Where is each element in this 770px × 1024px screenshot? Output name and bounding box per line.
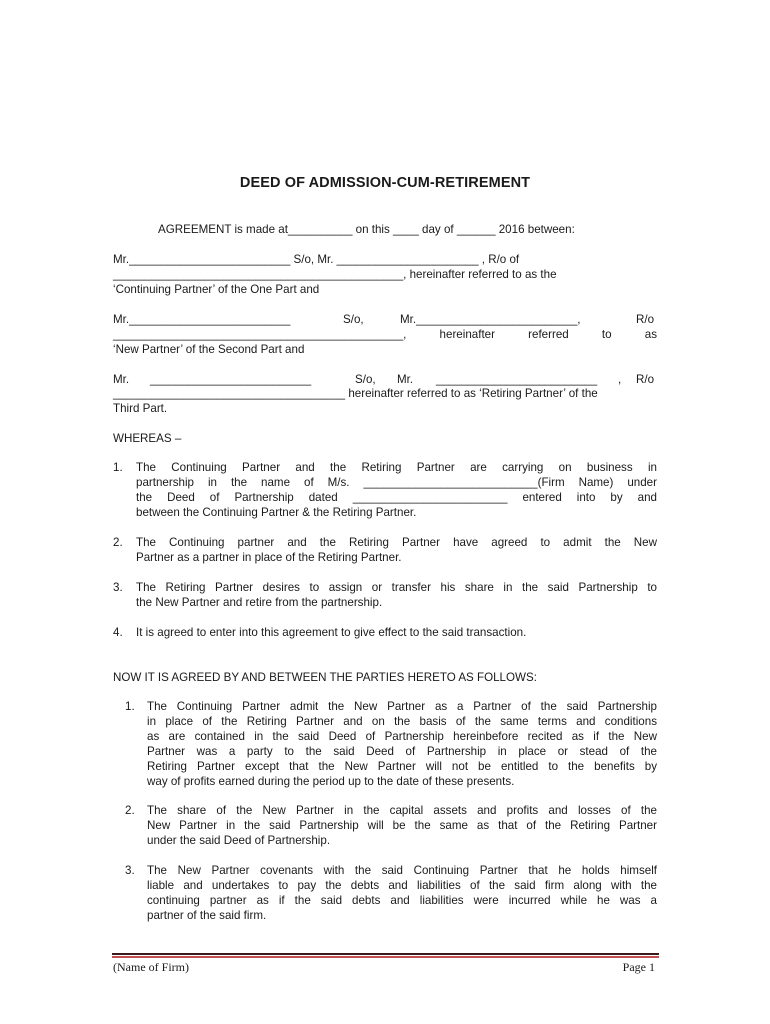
footer-firm-name: (Name of Firm) bbox=[113, 960, 189, 974]
text-line: The Retiring Partner desires to assign or transfer his share in the said Partnership to bbox=[136, 581, 657, 594]
whereas-item-3 bbox=[136, 580, 657, 610]
footer-accent-rule bbox=[112, 956, 659, 958]
whereas-item-number: 4. bbox=[113, 626, 123, 639]
text-line: liable and undertakes to pay the debts and liabilities of the said firm along with the bbox=[147, 879, 657, 892]
agreed-item-3 bbox=[147, 863, 657, 923]
footer-rule bbox=[112, 953, 659, 955]
text-line: The share of the New Partner in the capital assets and profits and losses of the bbox=[147, 804, 657, 817]
text-line: The Continuing partner and the Retiring Partner have agreed to admit the New bbox=[136, 536, 657, 549]
text-line: partner of the said firm. bbox=[147, 909, 267, 922]
text-line: under the said Deed of Partnership. bbox=[147, 834, 331, 847]
text-line: continuing partner as if the said debts and liabilities were incurred while he was a bbox=[147, 894, 657, 907]
retiring-partner-ro-label: R/o bbox=[636, 373, 655, 386]
agreed-item-2 bbox=[147, 803, 657, 848]
new-partner-ro-label: R/o bbox=[636, 313, 655, 326]
text-line: partnership in the name of M/s. ___________________________(Firm Name) under bbox=[136, 476, 657, 489]
continuing-partner-line-3: ‘Continuing Partner’ of the One Part and bbox=[113, 283, 320, 296]
whereas-item-2 bbox=[136, 535, 657, 565]
text-line: New Partner in the said Partnership will be the same as that of the Retiring Partner bbox=[147, 819, 657, 832]
new-partner-line-2: _____________________________________________, hereinafter referred to as bbox=[113, 328, 657, 341]
text-line: as are contained in the said Deed of Partnership hereinbefore recited as if the New bbox=[147, 730, 657, 743]
new-partner-line-3: ‘New Partner’ of the Second Part and bbox=[113, 343, 305, 356]
whereas-item-number: 2. bbox=[113, 536, 123, 549]
retiring-partner-line-3: Third Part. bbox=[113, 402, 168, 415]
whereas-item-number: 3. bbox=[113, 581, 123, 594]
footer-page-number: Page 1 bbox=[622, 960, 655, 974]
agreement-line: AGREEMENT is made at__________ on this ____ day of ______ 2016 between: bbox=[158, 223, 575, 236]
text-line: the New Partner and retire from the partnership. bbox=[136, 596, 383, 609]
text-line: between the Continuing Partner & the Retiring Partner. bbox=[136, 506, 417, 519]
document-title: DEED OF ADMISSION-CUM-RETIREMENT bbox=[239, 175, 531, 191]
new-partner-name-blank: Mr._________________________ bbox=[113, 313, 291, 326]
whereas-heading: WHEREAS – bbox=[113, 432, 182, 445]
retiring-partner-so-label: S/o, bbox=[355, 373, 376, 386]
text-line: The New Partner covenants with the said Continuing Partner that he holds himself bbox=[147, 864, 657, 877]
retiring-partner-line-2: ____________________________________ hereinafter referred to as ‘Retiring Partner’ of the bbox=[113, 387, 598, 400]
text-line: Partner was a party to the said Deed of Partnership in place or stead of the bbox=[147, 745, 657, 758]
continuing-partner-line-2: _____________________________________________, hereinafter referred to as the bbox=[113, 268, 557, 281]
retiring-partner-father-blank: _________________________ bbox=[436, 373, 598, 386]
retiring-partner-mr-label: Mr. bbox=[113, 373, 130, 386]
text-line: The Continuing Partner and the Retiring Partner are carrying on business in bbox=[136, 461, 657, 474]
agreed-heading: NOW IT IS AGREED BY AND BETWEEN THE PARTIES HERETO AS FOLLOWS: bbox=[113, 671, 537, 684]
text-line: in place of the Retiring Partner and on the basis of the same terms and conditions bbox=[147, 715, 657, 728]
retiring-partner-comma: , bbox=[618, 373, 622, 386]
text-line: the Deed of Partnership dated ________________________ entered into by and bbox=[136, 491, 657, 504]
retiring-partner-mr2-label: Mr. bbox=[397, 373, 414, 386]
new-partner-father-blank: Mr._________________________, bbox=[400, 313, 581, 326]
text-line: It is agreed to enter into this agreement to give effect to the said transaction. bbox=[136, 626, 527, 639]
text-line: way of profits earned during the period up to the date of these presents. bbox=[147, 775, 515, 788]
whereas-item-4 bbox=[136, 625, 657, 640]
agreed-item-number: 1. bbox=[125, 700, 135, 713]
agreed-item-number: 3. bbox=[125, 864, 135, 877]
agreed-item-1 bbox=[147, 699, 657, 789]
new-partner-so-label: S/o, bbox=[343, 313, 364, 326]
retiring-partner-name-blank: _________________________ bbox=[150, 373, 312, 386]
text-line: Retiring Partner except that the New Partner will not be entitled to the benefits by bbox=[147, 760, 657, 773]
text-line: The Continuing Partner admit the New Partner as a Partner of the said Partnership bbox=[147, 700, 657, 713]
agreed-item-number: 2. bbox=[125, 804, 135, 817]
whereas-item-number: 1. bbox=[113, 461, 123, 474]
continuing-partner-line-1: Mr._________________________ S/o, Mr. ______________________ , R/o of bbox=[113, 253, 520, 266]
text-line: Partner as a partner in place of the Retiring Partner. bbox=[136, 551, 402, 564]
whereas-item-1 bbox=[136, 460, 657, 520]
